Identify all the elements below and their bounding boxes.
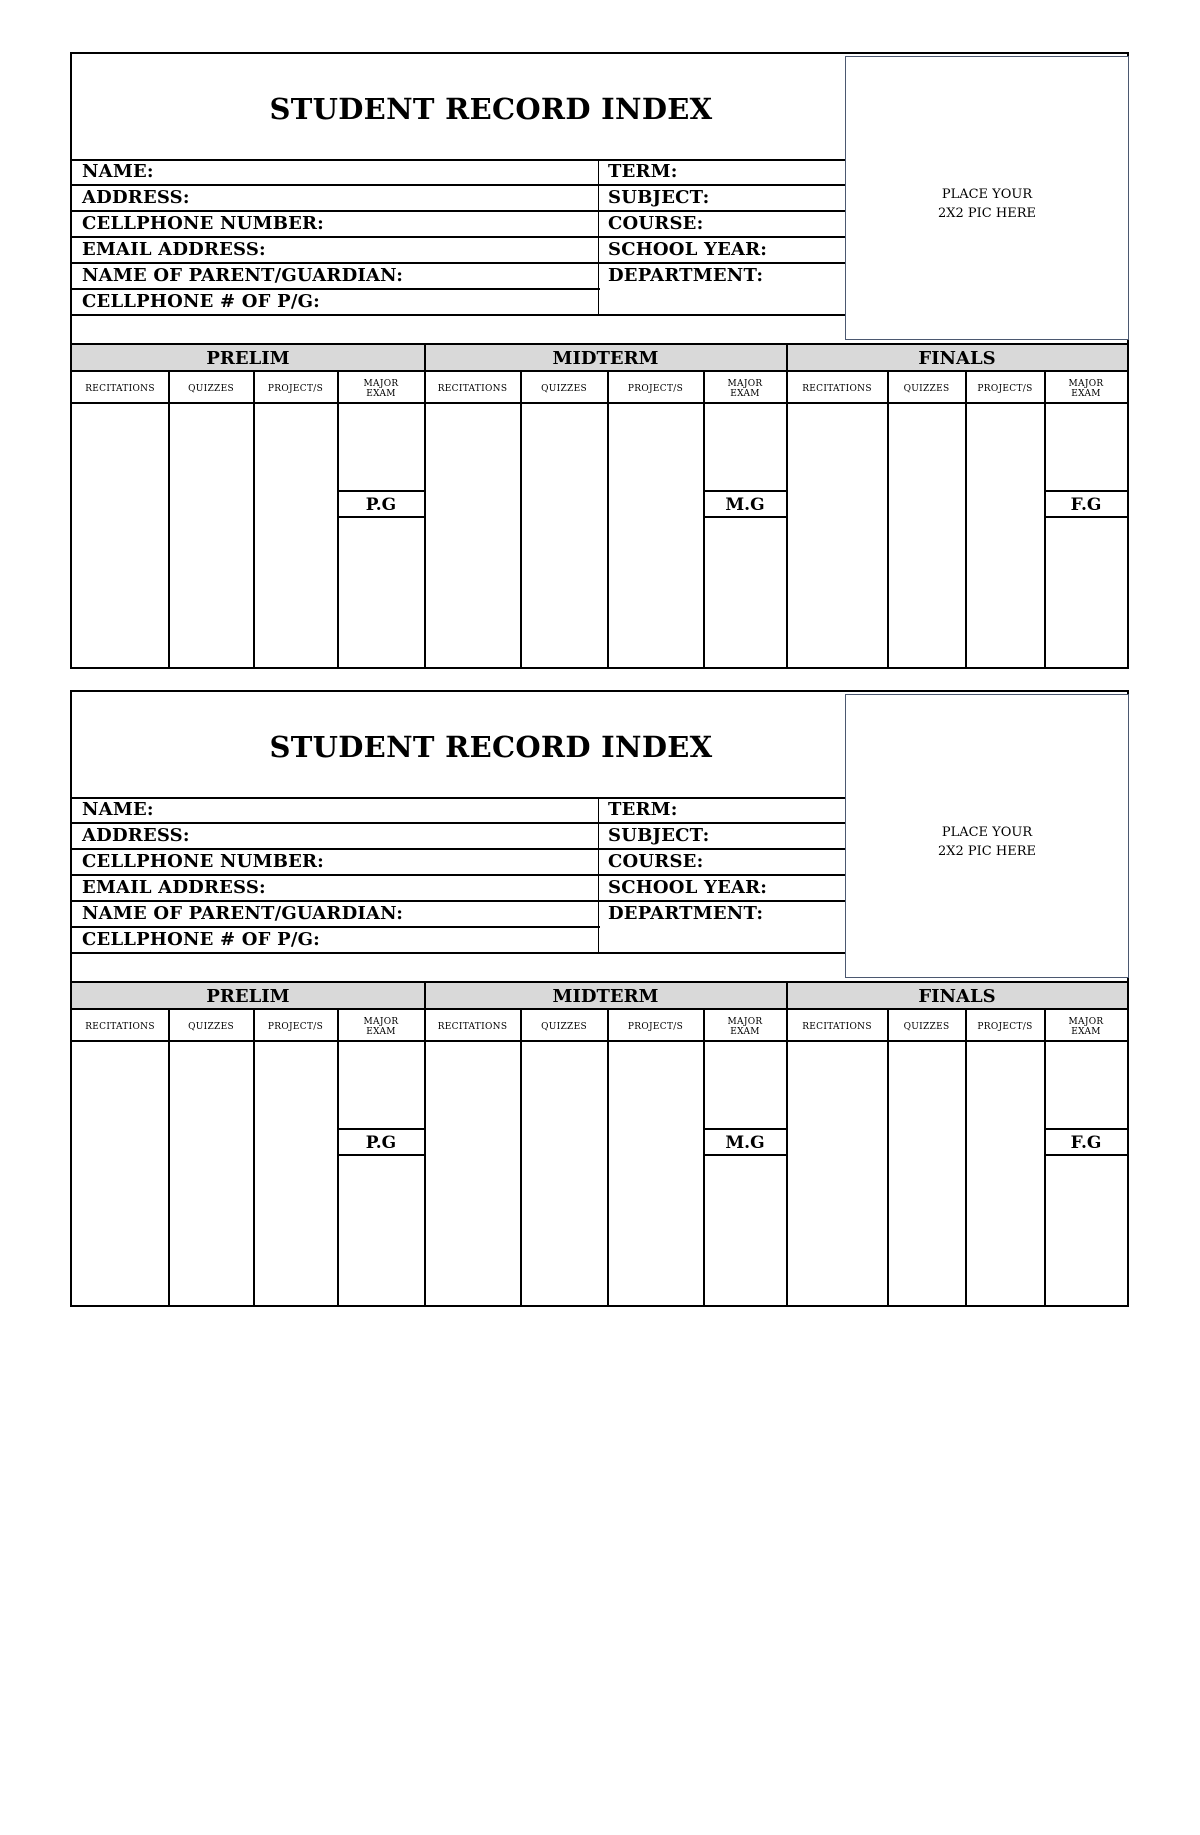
student-record-card-2 <box>70 690 1129 1307</box>
midterm-quizzes-header: QUIZZES <box>541 1021 587 1032</box>
prelim-recitations-header: RECITATIONS <box>85 383 155 394</box>
prelim-term-header: PRELIM <box>206 986 290 1007</box>
prelim-recitations-header: RECITATIONS <box>85 1021 155 1032</box>
midterm-term-header: MIDTERM <box>552 986 659 1007</box>
finals-term-header: FINALS <box>918 348 996 369</box>
record-title: STUDENT RECORD INDEX <box>269 730 713 764</box>
department-field-label: DEPARTMENT: <box>608 265 764 286</box>
photo-instruction: PLACE YOUR 2X2 PIC HERE <box>938 187 1036 221</box>
finals-major-exam-header: MAJOR EXAM <box>1068 1016 1104 1037</box>
photo-placeholder[interactable] <box>845 56 1129 340</box>
finals-projects-header: PROJECT/S <box>977 1021 1033 1032</box>
finals-quizzes-header: QUIZZES <box>903 1021 950 1032</box>
midterm-term-header: MIDTERM <box>552 348 659 369</box>
name-field-label: NAME: <box>82 161 154 182</box>
email-field-label: EMAIL ADDRESS: <box>82 239 266 260</box>
midterm-projects-header: PROJECT/S <box>627 383 684 394</box>
name-field-label: NAME: <box>82 799 154 820</box>
course-field-label: COURSE: <box>608 213 704 234</box>
term-field-label: TERM: <box>608 799 678 820</box>
guardian-cellphone-field-label: CELLPHONE # OF P/G: <box>82 929 321 950</box>
department-field-label: DEPARTMENT: <box>608 903 764 924</box>
midterm-major-exam-header: MAJOR EXAM <box>727 378 763 399</box>
finals-quizzes-header: QUIZZES <box>903 383 950 394</box>
prelim-quizzes-header: QUIZZES <box>188 383 234 394</box>
cellphone-field-label: CELLPHONE NUMBER: <box>82 851 325 872</box>
address-field-label: ADDRESS: <box>82 825 190 846</box>
photo-instruction: PLACE YOUR 2X2 PIC HERE <box>938 825 1036 859</box>
cellphone-field-label: CELLPHONE NUMBER: <box>82 213 325 234</box>
guardian-cellphone-field-label: CELLPHONE # OF P/G: <box>82 291 321 312</box>
finals-recitations-header: RECITATIONS <box>802 383 872 394</box>
midterm-major-exam-header: MAJOR EXAM <box>727 1016 763 1037</box>
guardian-field-label: NAME OF PARENT/GUARDIAN: <box>82 903 404 924</box>
prelim-major-exam-header: MAJOR EXAM <box>363 1016 399 1037</box>
midterm-quizzes-header: QUIZZES <box>541 383 587 394</box>
midterm-projects-header: PROJECT/S <box>627 1021 684 1032</box>
term-field-label: TERM: <box>608 161 678 182</box>
finals-grade-label: F.G <box>1070 1133 1102 1153</box>
prelim-projects-header: PROJECT/S <box>267 383 324 394</box>
prelim-grade-label: P.G <box>365 495 397 515</box>
prelim-term-header: PRELIM <box>206 348 290 369</box>
record-title: STUDENT RECORD INDEX <box>269 92 713 126</box>
subject-field-label: SUBJECT: <box>608 187 710 208</box>
midterm-recitations-header: RECITATIONS <box>437 383 508 394</box>
address-field-label: ADDRESS: <box>82 187 190 208</box>
midterm-grade-label: M.G <box>725 495 765 515</box>
prelim-quizzes-header: QUIZZES <box>188 1021 234 1032</box>
subject-field-label: SUBJECT: <box>608 825 710 846</box>
photo-placeholder[interactable] <box>845 694 1129 978</box>
midterm-recitations-header: RECITATIONS <box>437 1021 508 1032</box>
course-field-label: COURSE: <box>608 851 704 872</box>
prelim-grade-label: P.G <box>365 1133 397 1153</box>
school-year-field-label: SCHOOL YEAR: <box>608 877 768 898</box>
guardian-field-label: NAME OF PARENT/GUARDIAN: <box>82 265 404 286</box>
student-record-card-1 <box>70 52 1129 669</box>
prelim-major-exam-header: MAJOR EXAM <box>363 378 399 399</box>
prelim-projects-header: PROJECT/S <box>267 1021 324 1032</box>
finals-grade-label: F.G <box>1070 495 1102 515</box>
midterm-grade-label: M.G <box>725 1133 765 1153</box>
finals-term-header: FINALS <box>918 986 996 1007</box>
finals-recitations-header: RECITATIONS <box>802 1021 872 1032</box>
finals-projects-header: PROJECT/S <box>977 383 1033 394</box>
email-field-label: EMAIL ADDRESS: <box>82 877 266 898</box>
finals-major-exam-header: MAJOR EXAM <box>1068 378 1104 399</box>
school-year-field-label: SCHOOL YEAR: <box>608 239 768 260</box>
